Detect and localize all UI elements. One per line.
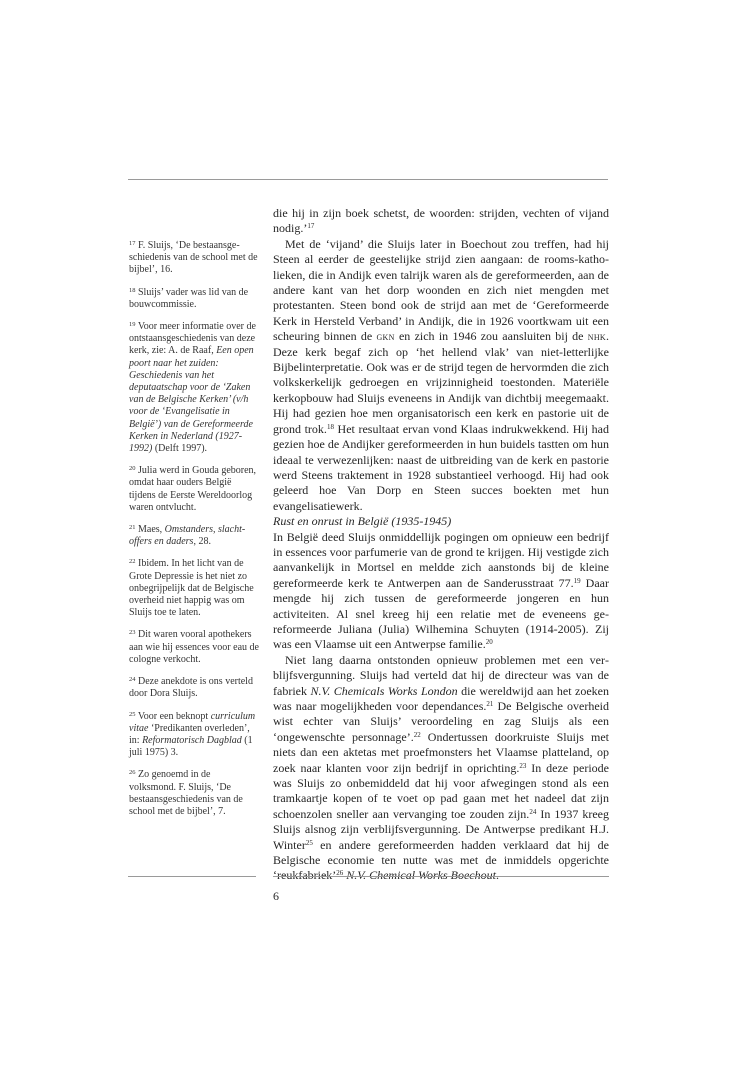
footnote-25: $^{25}$ Voor een beknopt curriculum vitae ‘Predikanten overleden’, in: Reformatorisch Dagblad (1 juli 1975) 3. <box>129 710 256 759</box>
paragraph-2: Met de ‘vijand’ die Sluijs later in Boechout zou treffen, had hij Steen al eerder de geestelijke strijd zien aangaan: de rooms-katholieken, die in Andijk even talrijk waren als de gereformeerden, aan de andere kant van het dorp woonden en zich niet mengden met protestanten. Steen bond ook de strijd aan met de ‘Gereformeerde Kerk in Hersteld Verband’ in Andijk, die in 1926 voortkwam uit een scheuring binnen de gkn en zich in 1946 zou aansluiten bij de nhk. Deze kerk begaf zich op ‘het hellend vlak’ van niet-letterlijke Bijbelinterpretatie. Ook was er de strijd tegen de hervormden die zich volkskerkelijk gedroegen en vrijzinnigheid toestonden. Materiële kerkopbouw had Sluijs eveneens in Andijk van dichtbij meegemaakt. Hij had gezien hoe men organisatorisch een kerk en pastorie uit de grond trok.$^{18}$ Het resultaat ervan vond Klaas indrukwekkend. Hij had gezien hoe de Andijker gereformeerden in hun buidels tastten om hun ideaal te verwezenlijken: naast de uitbreiding van de kerk en pastorie werd Steens traktement in 1928 substantieel verhoogd. Hij had ook geleerd hoe Van Dorp en Steen succes boekten met hun evangelisatiewerk. <box>273 236 610 513</box>
paragraph-1: die hij in zijn boek schetst, de woorden: strijden, vechten of vijand nodig.’$^{17}$ <box>273 206 609 236</box>
footnote-17: $^{17}$ F. Sluijs, ‘De bestaansgeschiedenis van de school met de bijbel’, 16. <box>129 240 258 276</box>
footnote-23: $^{23}$ Dit waren vooral apothekers aan wie hij essences voor eau de cologne verkocht. <box>129 629 259 665</box>
footnotes-column <box>129 240 259 828</box>
abbr-nhk: nhk <box>587 329 607 344</box>
page-number: 6 <box>273 889 279 903</box>
abbr-gkn: gkn <box>376 329 395 344</box>
section-heading: Rust en onrust in België (1935-1945) <box>273 514 452 529</box>
footnote-ref-19[interactable]: 19 <box>573 576 581 585</box>
paragraph-4: Niet lang daarna ontstonden opnieuw problemen met een verblijfsvergunning. Sluijs had verteld dat hij de directeur was van de fabriek N.V. Chemicals Works London die wereldwijd aan het zoeken was naar mogelijkheden voor dependances.$^{21}$ De Belgische overheid wist echter van Sluijs’ veroordeling en zag Sluijs als een ‘ongewenschte personnage’.$^{22}$ Ondertussen doorkruiste Sluijs met niets dan een aktetas met proefmonsters het Vlaamse platteland, op zoek naar klanten voor zijn bedrijf in oprichting.$^{23}$ In deze periode was Sluijs zo onbemiddeld dat hij voor afwegingen stond als een tramkaartje kopen of te voet op pad gaan met het nadeel dat zijn schoenzolen sneller aan vervanging toe zouden zijn.$^{24}$ In 1937 kreeg Sluijs alsnog zijn verblijfsvergunning. De Antwerpse predikant H.J. Winter$^{25}$ en andere gereformeerden hadden verklaard dat hij de Belgische economie ten nutte was met de inmiddels opgerichte ‘reukfabriek’$^{26}$ N.V. Chemical Works Boechout. <box>273 652 610 883</box>
footnote-19: $^{19}$ Voor meer informatie over de ontstaansgeschiedenis van deze kerk, zie: A. de Raaf, Een open poort naar het zuiden: Geschiedenis van het deputaatschap voor de ‘Zaken van de Belgische Kerken’ (v/h voor de ‘Evangelisatie in België’) van de Gereformeerde Kerken in Nederland (1927-1992) (Delft 1997). <box>129 321 256 455</box>
footnote-ref-23[interactable]: 23 <box>519 761 527 770</box>
footnote-24: $^{24}$ Deze anekdote is ons verteld door Dora Sluijs. <box>129 676 253 700</box>
top-rule <box>128 179 608 180</box>
footnote-ref-17[interactable]: 17 <box>307 222 315 231</box>
bottom-rule-left <box>128 876 256 877</box>
footnote-ref-24[interactable]: 24 <box>529 807 537 816</box>
footnote-ref-26[interactable]: 26 <box>336 869 344 878</box>
footnote-26: $^{26}$ Zo genoemd in de volksmond. F. Sluijs, ‘De bestaansgeschiedenis van de school met de bijbel’, 7. <box>129 769 243 817</box>
paragraph-3: In België deed Sluijs onmiddellijk pogingen om opnieuw een bedrijf in essences voor parfumerie van de grond te krijgen. Hij vestigde zich aanvankelijk in Mortsel en meldde zich aanstonds bij de kleine gereformeerde kerk te Antwerpen aan de Sanderusstraat 77.19 Daar mengde hij zich tussen de gereformeerde jongeren en hun activiteiten. Al snel kreeg hij een relatie met de eveneens gereformeerde Juliana (Julia) Wilhemina Schuyten (1914-2005). Zij was een Vlaamse uit een Antwerpse familie.$^{20}$ <box>273 529 609 652</box>
footnote-ref-18[interactable]: 18 <box>326 422 334 431</box>
footnote-ref-20[interactable]: 20 <box>485 638 493 647</box>
footnote-20: $^{20}$ Julia werd in Gouda geboren, omdat haar ouders België tijdens de Eerste Wereldoorlog waren ontvlucht. <box>129 465 257 513</box>
footnote-21: $^{21}$ Maes, Omstanders, slachtoffers en daders, 28. <box>129 524 246 548</box>
bottom-rule-right <box>273 876 609 877</box>
footnote-18: $^{18}$ Sluijs’ vader was lid van de bouwcommissie. <box>129 286 249 310</box>
footnote-ref-21[interactable]: 21 <box>486 700 494 708</box>
footnote-ref-22[interactable]: 22 <box>413 730 421 739</box>
main-text-column <box>273 206 609 884</box>
footnote-ref-25[interactable]: 25 <box>305 838 313 847</box>
footnote-22: $^{22}$ Ibidem. In het licht van de Grote Depressie is het niet zo onbegrijpelijk dat de Belgische overheid niet happig was om Sluijs toe te laten. <box>129 558 254 619</box>
